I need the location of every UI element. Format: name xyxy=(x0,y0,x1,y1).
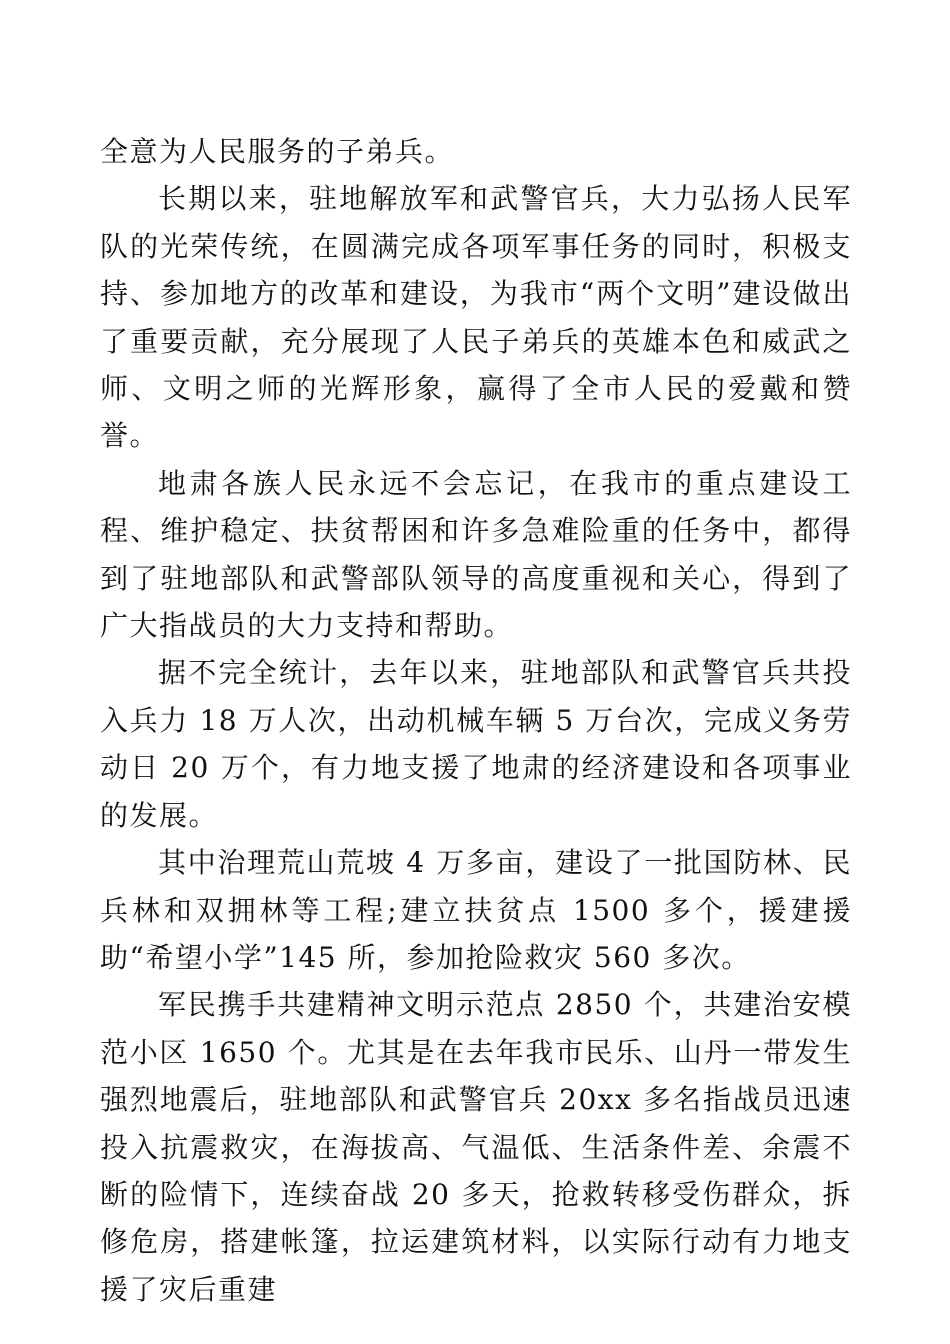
paragraph: 据不完全统计，去年以来，驻地部队和武警官兵共投入兵力 18 万人次，出动机械车辆 5 万台次，完成义务劳动日 20 万个，有力地支援了地肃的经济建设和各项事业的发展。 xyxy=(100,656,852,832)
paragraph: 其中治理荒山荒坡 4 万多亩，建设了一批国防林、民兵林和双拥林等工程;建立扶贫点 1500 多个，援建援助“希望小学”145 所，参加抢险救灾 560 多次。 xyxy=(100,846,852,974)
paragraph: 地肃各族人民永远不会忘记，在我市的重点建设工程、维护稳定、扶贫帮困和许多急难险重的任务中，都得到了驻地部队和武警部队领导的高度重视和关心，得到了广大指战员的大力支持和帮助。 xyxy=(100,466,852,643)
paragraph-continuation: 全意为人民服务的子弟兵。 xyxy=(100,135,455,168)
paragraph: 长期以来，驻地解放军和武警官兵，大力弘扬人民军队的光荣传统，在圆满完成各项军事任务的同时，积极支持、参加地方的改革和建设，为我市“两个文明”建设做出了重要贡献，充分展现了人民子弟兵的英雄本色和威武之师、文明之师的光辉形象，赢得了全市人民的爱戴和赞誉。 xyxy=(100,182,852,453)
document-page xyxy=(100,128,852,1313)
paragraph: 军民携手共建精神文明示范点 2850 个，共建治安模范小区 1650 个。尤其是在去年我市民乐、山丹一带发生强烈地震后，驻地部队和武警官兵 20xx 多名指战员迅速投入抗震救灾，在海拔高、气温低、生活条件差、余震不断的险情下，连续奋战 20 多天，抢救转移受伤群众，拆修危房，搭建帐篷，拉运建筑材料，以实际行动有力地支援了灾后重建 xyxy=(100,988,852,1306)
